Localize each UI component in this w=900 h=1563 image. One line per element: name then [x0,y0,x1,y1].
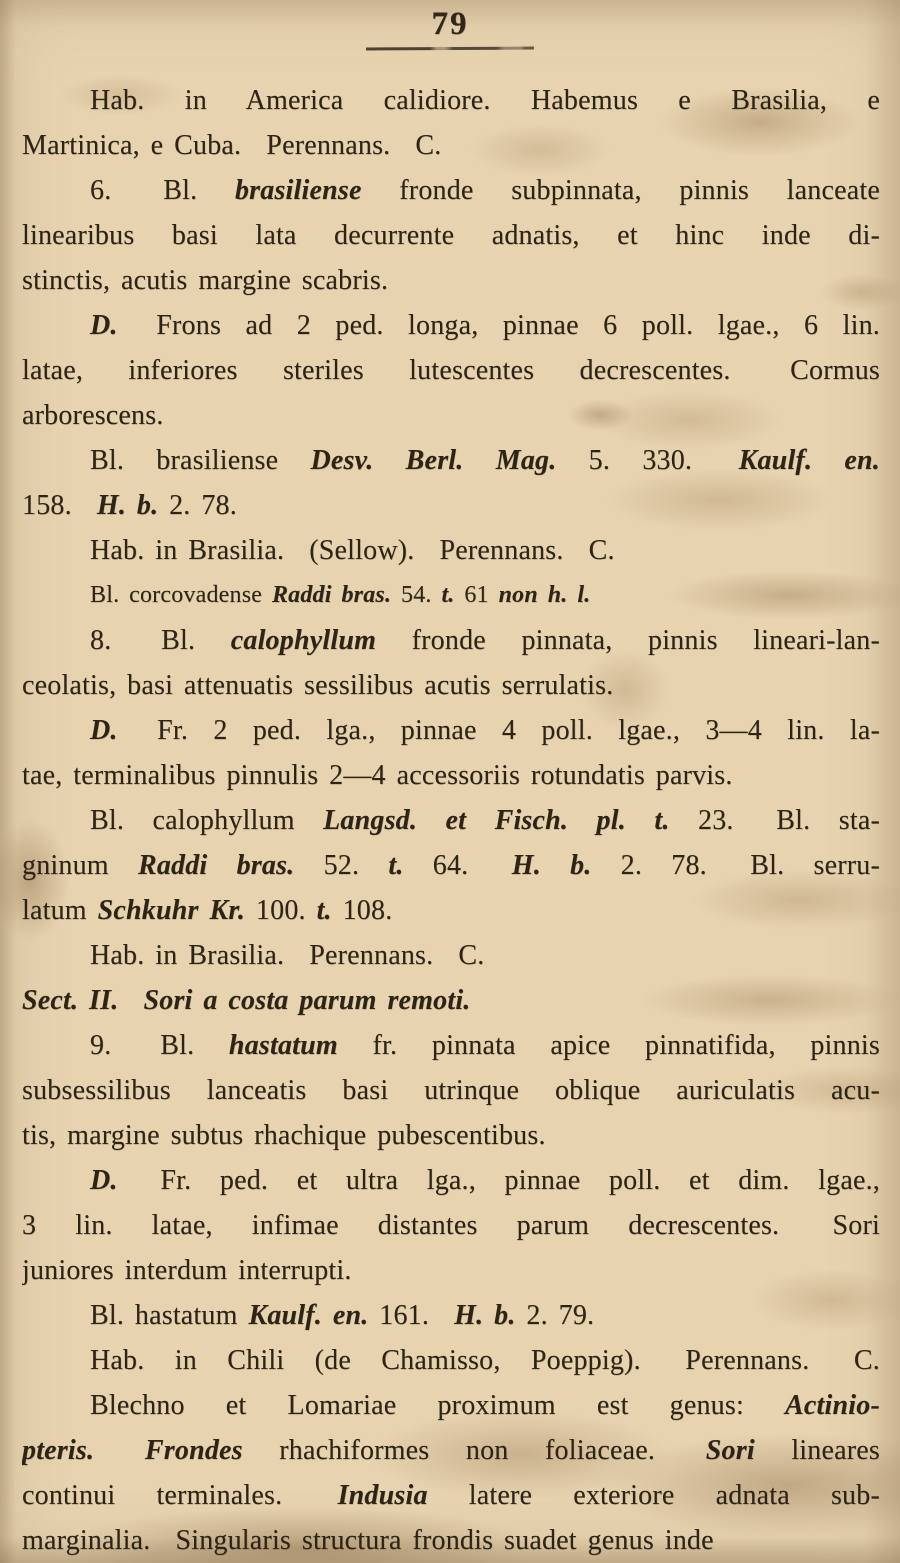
body-text: Bl. hastatum [90,1300,249,1331]
body-text: 5. 330. [556,445,739,476]
text-line [22,1518,880,1563]
text-line [22,1473,880,1518]
paragraph-species-9-habitat [22,1338,880,1383]
body-text: rhachiformes non foliaceae. [242,1435,706,1466]
text-line [22,843,880,888]
emphasis-text: H. b. [96,490,159,521]
emphasis-text: D. [90,310,118,341]
page-number: 79 [431,6,469,42]
body-text: 158. [22,490,97,521]
body-text: ceolatis, basi attenuatis sessilibus acutis serrulatis. [22,670,614,701]
emphasis-text: pteris. Frondes [22,1435,243,1466]
text-line [22,1248,880,1293]
text-line [22,978,880,1023]
body-text: subsessilibus lanceatis basi utrinque oblique auriculatis acu- [22,1075,880,1106]
body-text: 64. [403,850,512,881]
text-line [22,1158,880,1203]
paragraph-species-9-synonymy [22,1293,880,1338]
paragraph-actiniopteris-note [22,1383,880,1563]
body-text: 2. 78. [158,490,237,521]
text-line [22,573,880,618]
body-text: Martinica, e Cuba. Perennans. C. [22,130,442,161]
emphasis-text: Raddi bras. [137,850,295,881]
emphasis-text: Actinio- [785,1390,880,1421]
page-text [22,78,880,1563]
paragraph-species-6-description [22,303,880,438]
paragraph-section-heading [22,978,880,1023]
body-text: Fr. ped. et ultra lga., pinnae poll. et dim. lgae., [117,1165,880,1196]
text-line [22,258,880,303]
emphasis-text: Indusia [337,1480,428,1511]
emphasis-text: calophyllum [230,625,377,656]
text-line [22,213,880,258]
text-line [22,1383,880,1428]
text-line [22,1203,880,1248]
body-text: arborescens. [22,400,164,431]
body-text: 23. Bl. sta- [669,805,880,836]
paragraph-species-8-habitat [22,933,880,978]
paragraph-species-6-synonymy [22,438,880,528]
body-text: 2. 78. Bl. serru- [591,850,880,881]
body-text: 100. [245,895,317,926]
emphasis-text: hastatum [228,1030,338,1061]
text-line [22,1113,880,1158]
body-text: fr. pinnata apice pinnatifida, pinnis [337,1030,880,1061]
text-line [22,483,880,528]
body-text: Hab. in Brasilia. Perennans. C. [90,940,485,971]
body-text: latere exteriore adnata sub- [427,1480,880,1511]
paragraph-species-8-description [22,708,880,798]
paragraph-species-8-calophyllum-diagnosis [22,618,880,708]
paragraph-corcovadense-note [22,573,880,618]
body-text: linearibus basi lata decurrente adnatis, et hinc inde di- [22,220,880,251]
body-text: tae, terminalibus pinnulis 2—4 accessoriis rotundatis parvis. [22,760,733,791]
body-text: Hab. in America calidiore. Habemus e Brasilia, e [90,85,880,116]
text-line [22,1428,880,1473]
emphasis-text: Sori [705,1435,755,1466]
body-text: 2. 79. [515,1300,595,1331]
emphasis-text: t. [441,582,455,608]
body-text: Bl. calophyllum [90,805,324,836]
emphasis-text: t. [388,850,404,881]
body-text: continui terminales. [22,1480,338,1511]
text-line [22,663,880,708]
text-line [22,753,880,798]
body-text: 6. Bl. [90,175,235,206]
text-line [22,933,880,978]
paragraph-species-9-description [22,1158,880,1293]
body-text: Frons ad 2 ped. longa, pinnae 6 poll. lgae., 6 lin. [117,310,880,341]
text-line [22,303,880,348]
body-text: lineares [754,1435,880,1466]
body-text: 3 lin. latae, infimae distantes parum decrescentes. Sori [22,1210,880,1241]
body-text: gninum [22,850,138,881]
body-text: 8. Bl. [90,625,231,656]
emphasis-text: Kaulf. en. [248,1300,369,1331]
body-text: 54. [391,582,442,608]
emphasis-text: brasiliense [234,175,362,206]
emphasis-text: non h. l. [498,582,591,608]
body-text: 9. Bl. [90,1030,229,1061]
paragraph-species-6-brasiliense-diagnosis [22,168,880,303]
paragraph-species-6-habitat [22,528,880,573]
header-rule [366,47,534,51]
text-line [22,393,880,438]
text-line [22,1068,880,1113]
text-line [22,798,880,843]
body-text: Blechno et Lomariae proximum est genus: [90,1390,786,1421]
text-line [22,78,880,123]
body-text: latae, inferiores steriles lutescentes decrescentes. Cormus [22,355,880,386]
text-line [22,1293,880,1338]
text-line [22,123,880,168]
body-text: Bl. brasiliense [90,445,311,476]
text-line [22,1023,880,1068]
emphasis-text: D. [90,715,118,746]
emphasis-text: Raddi bras. [271,582,392,608]
body-text: latum [22,895,98,926]
emphasis-text: Langsd. et Fisch. pl. t. [323,805,670,836]
text-line [22,708,880,753]
paragraph-hab-america [22,78,880,168]
emphasis-text: Desv. Berl. Mag. [310,445,557,476]
body-text: 108. [331,895,393,926]
body-text: juniores interdum interrupti. [22,1255,352,1286]
text-line [22,528,880,573]
emphasis-text: Sect. II. Sori a costa parum remoti. [22,985,471,1016]
emphasis-text: Kaulf. en. [738,445,880,476]
body-text: fronde pinnata, pinnis lineari-lan- [376,625,880,656]
body-text: stinctis, acutis margine scabris. [22,265,389,296]
text-line [22,168,880,213]
emphasis-text: D. [90,1165,118,1196]
body-text: Hab. in Brasilia. (Sellow). Perennans. C. [90,535,615,566]
emphasis-text: H. b. [454,1300,516,1331]
body-text: 61 [454,582,499,608]
text-line [22,438,880,483]
body-text: 52. [294,850,389,881]
text-line [22,888,880,933]
text-line [22,1338,880,1383]
text-line [22,618,880,663]
text-line [22,348,880,393]
emphasis-text: Schkuhr Kr. [97,895,246,926]
body-text: Fr. 2 ped. lga., pinnae 4 poll. lgae., 3—4 lin. la- [117,715,880,746]
body-text: 161. [368,1300,455,1331]
body-text: Hab. in Chili (de Chamisso, Poeppig). Perennans. C. [90,1345,880,1376]
page-header [0,6,900,50]
body-text: tis, margine subtus rhachique pubescentibus. [22,1120,546,1151]
emphasis-text: t. [316,895,332,926]
body-text: Bl. corcovadense [90,582,272,608]
emphasis-text: H. b. [511,850,592,881]
paragraph-species-9-hastatum-diagnosis [22,1023,880,1158]
body-text: marginalia. Singularis structura frondis suadet genus inde [22,1525,714,1556]
body-text: fronde subpinnata, pinnis lanceate [361,175,880,206]
paragraph-species-8-synonymy [22,798,880,933]
